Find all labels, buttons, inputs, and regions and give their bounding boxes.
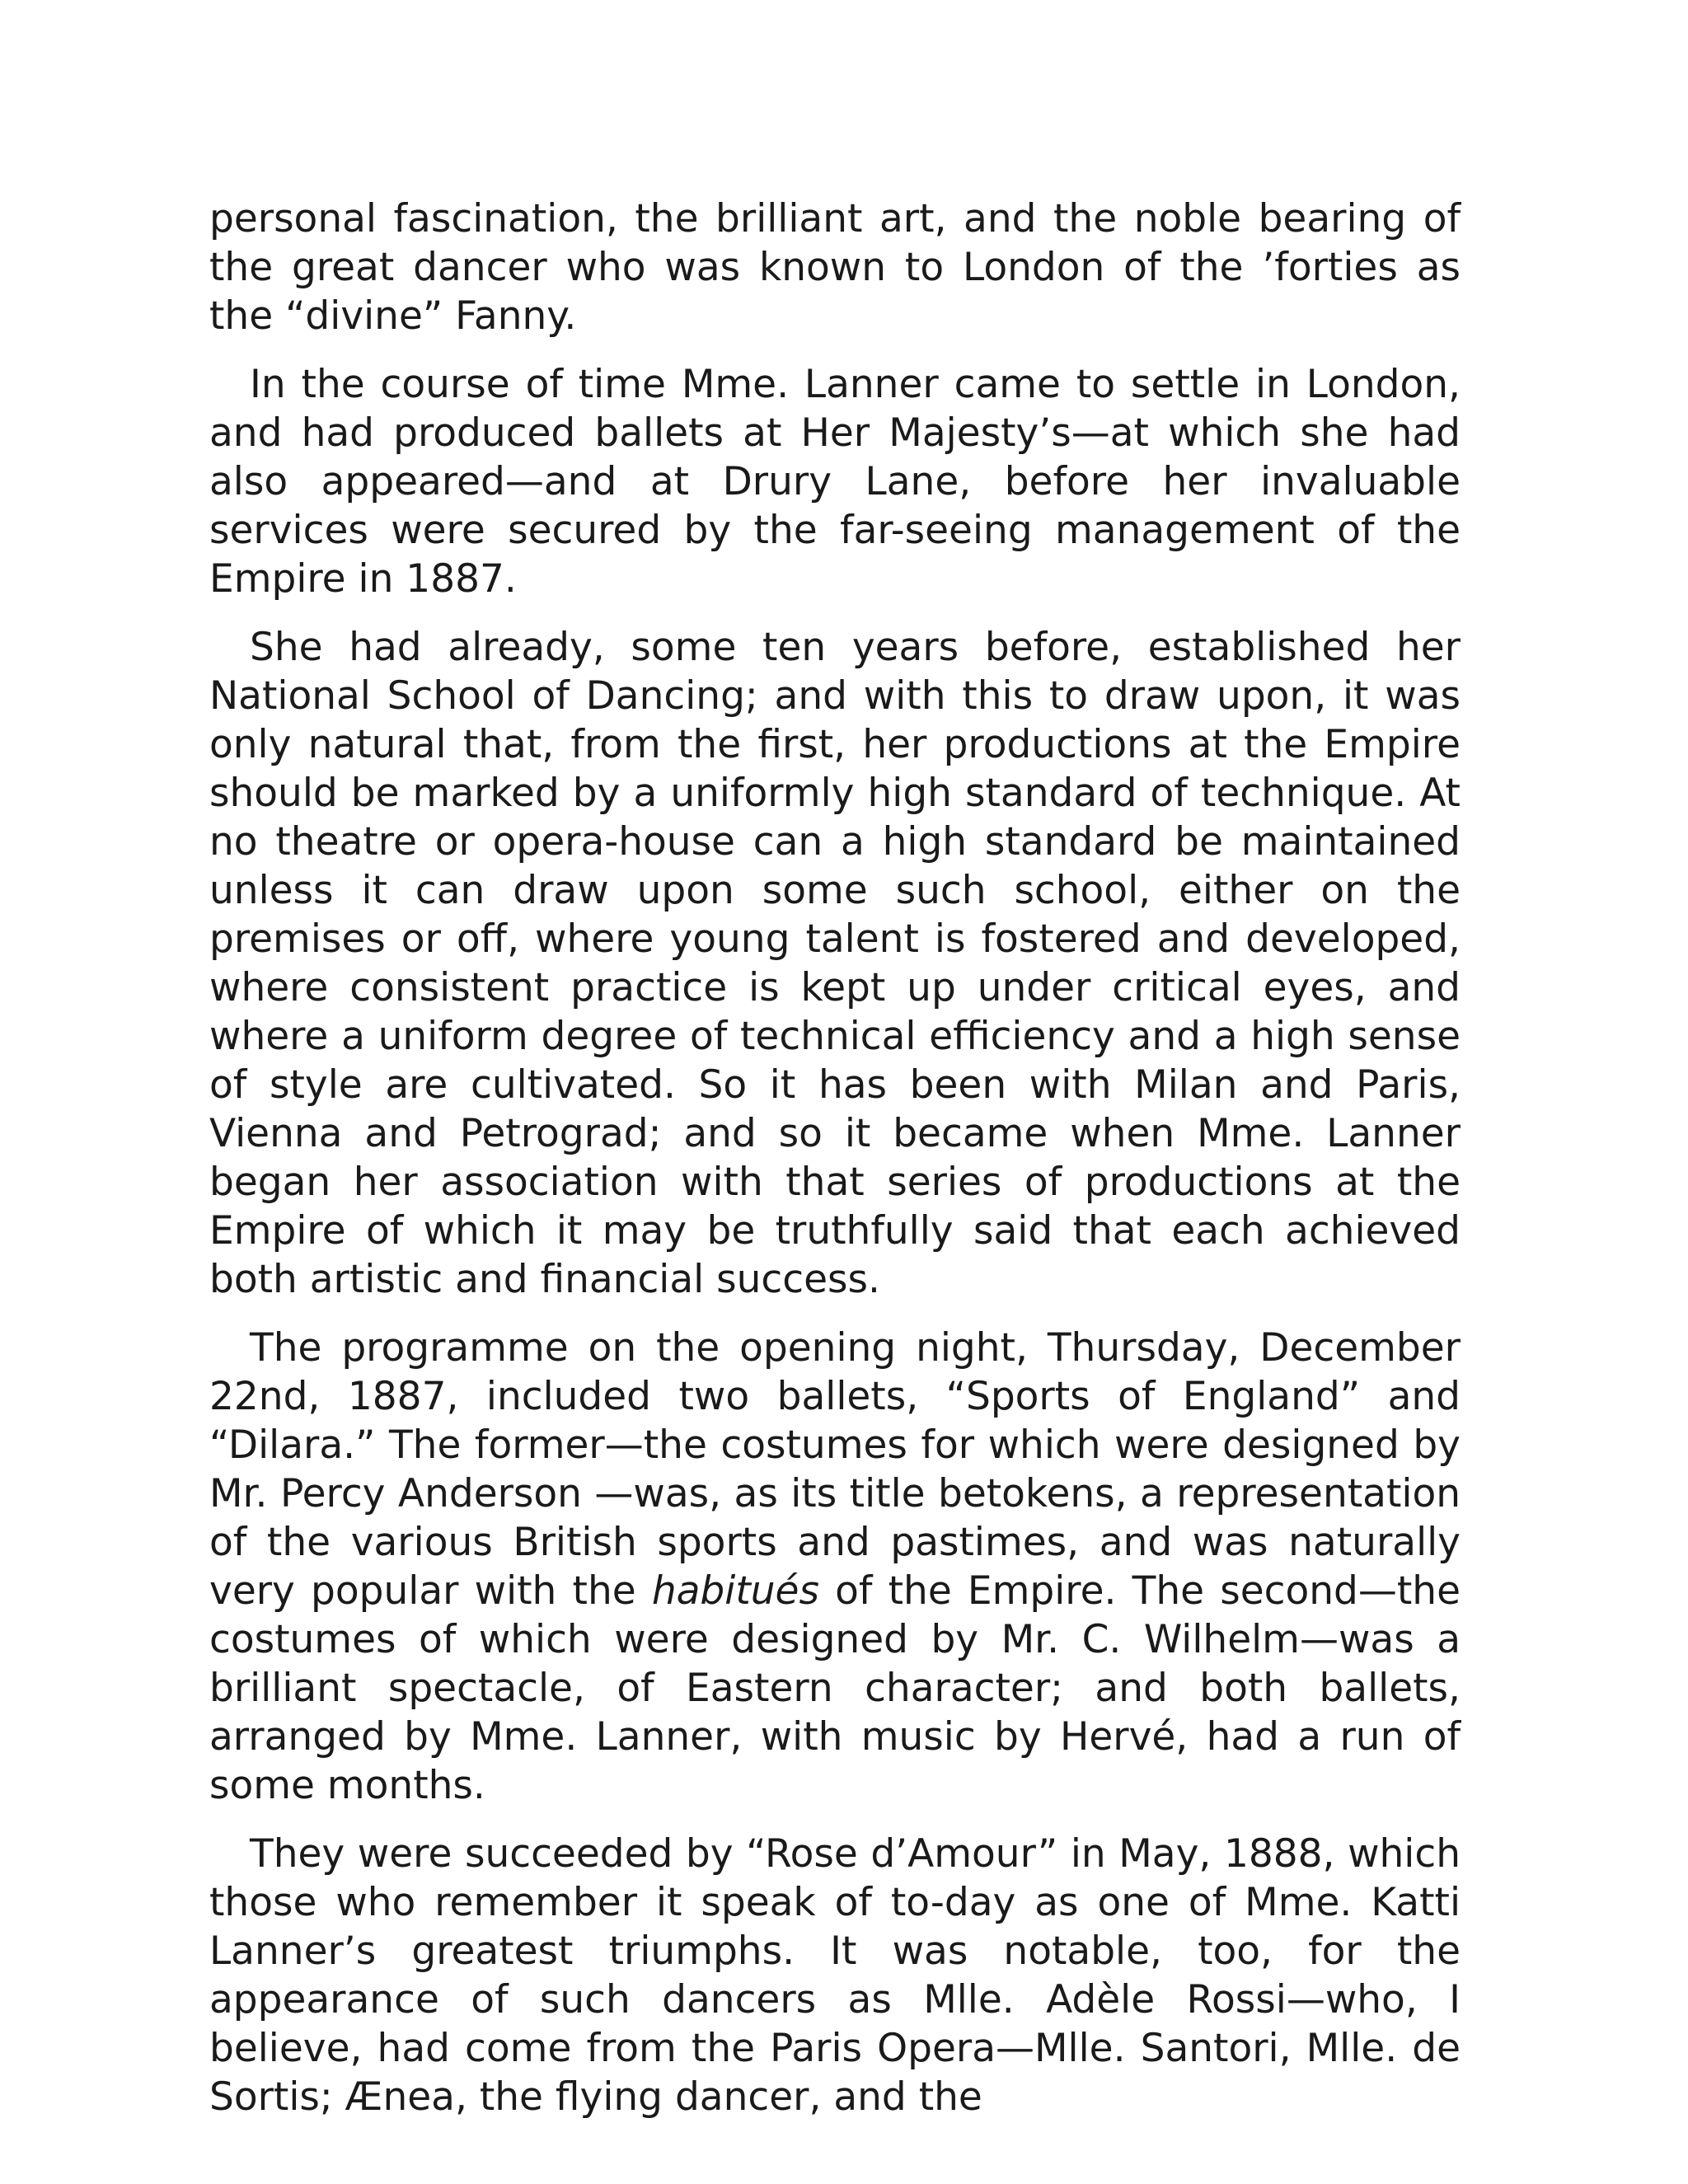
paragraph-4-text-b: of the Empire. The second—the costumes of which were designed by Mr. C. Wilhelm—was a brilliant spectacle, of Eastern character; and both ballets, arranged by Mme. Lanner, with music by Hervé, had a run of some months.	[209, 1568, 1461, 1808]
paragraph-1	[209, 194, 1461, 340]
paragraph-4	[209, 1324, 1461, 1810]
paragraph-5	[209, 1830, 1461, 2121]
paragraph-2	[209, 360, 1461, 603]
paragraph-4-italic-term: habitués	[651, 1568, 819, 1614]
paragraph-3	[209, 623, 1461, 1304]
paragraph-1-text: personal fascination, the brilliant art, and the noble bearing of the great dancer who was known to London of the ’forties as the “divine” Fanny.	[209, 196, 1461, 339]
paragraph-5-text: They were succeeded by “Rose d’Amour” in May, 1888, which those who remember it speak of to-day as one of Mme. Katti Lanner’s greatest triumphs. It was notable, too, for the appearance of such dancers as Mlle. Adèle Rossi—who, I believe, had come from the Paris Opera—Mlle. Santori, Mlle. de Sortis; Ænea, the flying dancer, and the	[209, 1831, 1461, 2120]
paragraph-3-text: She had already, some ten years before, established her National School of Dancing; and with this to draw upon, it was only natural that, from the first, her productions at the Empire should be marked by a uniformly high standard of technique. At no theatre or opera-house can a high standard be maintained unless it can draw upon some such school, either on the premises or off, where young talent is fostered and developed, where consistent practice is kept up under critical eyes, and where a uniform degree of technical efficiency and a high sense of style are cultivated. So it has been with Milan and Paris, Vienna and Petrograd; and so it became when Mme. Lanner began her association with that series of productions at the Empire of which it may be truthfully said that each achieved both artistic and financial success.	[209, 625, 1461, 1302]
page-body	[209, 194, 1461, 2141]
paragraph-4-text-a: The programme on the opening night, Thursday, December 22nd, 1887, included two ballets, “Sports of England” and “Dilara.” The former—the costumes for which were designed by Mr. Percy Anderson —was, as its title betokens, a representation of the various British sports and pastimes, and was naturally very popular with the	[209, 1325, 1461, 1614]
paragraph-2-text: In the course of time Mme. Lanner came to settle in London, and had produced ballets at Her Majesty’s—at which she had also appeared—and at Drury Lane, before her invaluable services were secured by the far-seeing management of the Empire in 1887.	[209, 362, 1461, 602]
